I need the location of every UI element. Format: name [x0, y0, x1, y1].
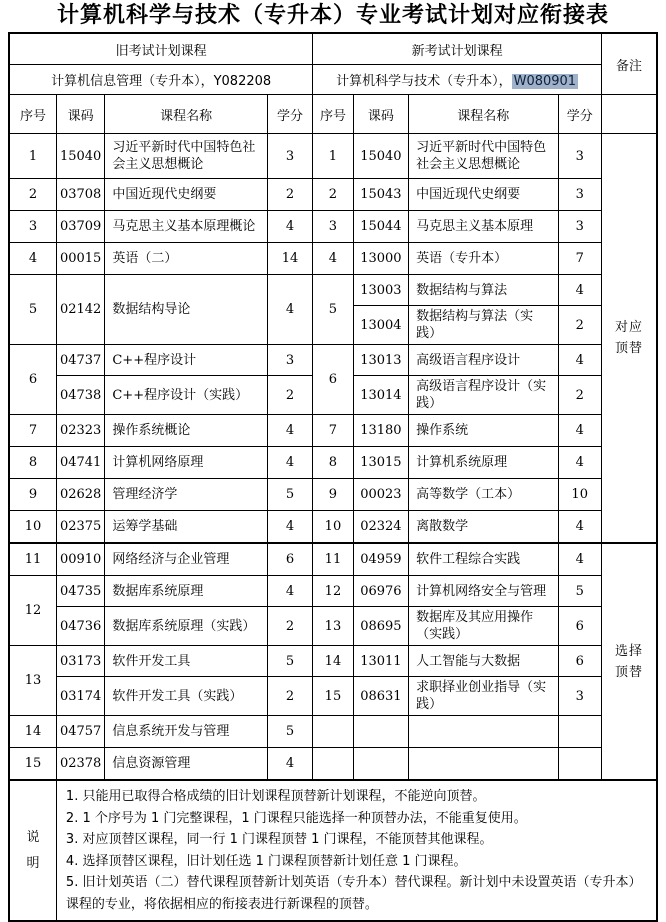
table-cell: 13180	[353, 415, 409, 447]
table-row	[9, 607, 657, 646]
table-row	[9, 479, 657, 511]
col-header-new-credit: 学分	[558, 95, 601, 134]
table-cell: 英语（二）	[105, 243, 267, 275]
table-cell: 5	[9, 275, 56, 345]
table-row	[9, 95, 657, 134]
table-cell: 03173	[56, 646, 104, 677]
table-cell: 2	[313, 179, 353, 211]
table-row	[9, 780, 657, 921]
empty-cell	[409, 716, 558, 748]
col-header-old-code: 课码	[56, 95, 104, 134]
table-row	[9, 345, 657, 376]
table-cell: 13004	[353, 306, 409, 345]
table-cell: 2	[267, 677, 312, 716]
table-cell: 数据库系统原理（实践）	[105, 607, 267, 646]
header-old-plan: 旧考试计划课程	[9, 33, 313, 65]
table-cell: 1	[313, 134, 353, 179]
table-cell: 1	[9, 134, 56, 179]
table-cell: 5	[267, 479, 312, 511]
table-cell: 2	[558, 306, 601, 345]
table-cell: C++程序设计	[105, 345, 267, 376]
table-cell: 3	[558, 134, 601, 179]
col-header-old-name: 课程名称	[105, 95, 267, 134]
table-cell: 6	[313, 345, 353, 415]
table-cell: 信息资源管理	[105, 748, 267, 781]
note-item: 5. 旧计划英语（二）替代课程顶替新计划英语（专升本）替代课程。新计划中未设置英语（专升本）课程的专业，将依据相应的衔接表进行新课程的顶替。	[65, 875, 642, 912]
table-cell: 4	[267, 447, 312, 479]
table-cell: 15040	[56, 134, 104, 179]
table-row	[9, 646, 657, 677]
col-header-old-no: 序号	[9, 95, 56, 134]
table-cell: 6	[558, 646, 601, 677]
table-cell: 英语（专升本）	[409, 243, 558, 275]
empty-cell	[409, 748, 558, 781]
table-row	[9, 134, 657, 179]
table-cell: 06976	[353, 576, 409, 607]
empty-cell	[558, 748, 601, 781]
table-cell: 11	[313, 543, 353, 576]
table-cell: 4	[267, 275, 312, 345]
table-cell: 8	[313, 447, 353, 479]
table-cell: 14	[9, 716, 56, 748]
table-cell: 马克思主义基本原理概论	[105, 211, 267, 243]
note-item: 2. 1 个序号为 1 门完整课程，1 门课程只能选择一种顶替办法，不能重复使用。	[65, 810, 527, 826]
table-cell: 5	[558, 576, 601, 607]
table-cell: 3	[267, 134, 312, 179]
table-cell: 6	[9, 345, 56, 415]
table-cell: 9	[9, 479, 56, 511]
table-cell: 5	[313, 275, 353, 345]
table-row	[9, 543, 657, 576]
old-major-label: 计算机信息管理（专升本），Y082208	[9, 65, 313, 95]
table-row	[9, 447, 657, 479]
empty-cell	[313, 716, 353, 748]
table-cell: 信息系统开发与管理	[105, 716, 267, 748]
table-cell: 15	[313, 677, 353, 716]
table-cell: 马克思主义基本原理	[409, 211, 558, 243]
table-cell: 04735	[56, 576, 104, 607]
col-header-new-code: 课码	[353, 95, 409, 134]
table-cell: 15040	[353, 134, 409, 179]
table-cell: 4	[558, 415, 601, 447]
table-row	[9, 415, 657, 447]
table-cell: 网络经济与企业管理	[105, 543, 267, 576]
table-cell: 02142	[56, 275, 104, 345]
table-cell: 数据库系统原理	[105, 576, 267, 607]
table-cell: 中国近现代史纲要	[105, 179, 267, 211]
table-row	[9, 179, 657, 211]
table-cell: 数据库及其应用操作（实践）	[409, 607, 558, 646]
table-cell: 4	[558, 345, 601, 376]
table-row	[9, 211, 657, 243]
table-cell: 10	[313, 511, 353, 544]
table-row	[9, 511, 657, 544]
table-cell: 5	[267, 716, 312, 748]
table-cell: 4	[558, 447, 601, 479]
table-cell: 4	[9, 243, 56, 275]
table-row	[9, 576, 657, 607]
mapping-table	[8, 32, 658, 922]
table-row	[9, 275, 657, 306]
header-remark: 备注	[601, 33, 657, 95]
table-cell: 13	[313, 607, 353, 646]
table-row	[9, 33, 657, 65]
table-cell: 4	[558, 543, 601, 576]
empty-cell	[353, 748, 409, 781]
table-cell: 4	[267, 415, 312, 447]
col-header-new-no: 序号	[313, 95, 353, 134]
table-cell: 00023	[353, 479, 409, 511]
table-cell: 中国近现代史纲要	[409, 179, 558, 211]
table-cell: 04736	[56, 607, 104, 646]
table-cell: 7	[9, 415, 56, 447]
remark-correspond: 对应顶替	[601, 134, 657, 544]
table-cell: 13013	[353, 345, 409, 376]
table-row	[9, 677, 657, 716]
table-cell: 3	[558, 211, 601, 243]
document-page	[0, 1, 666, 912]
table-cell: 数据结构与算法（实践）	[409, 306, 558, 345]
table-cell: 12	[9, 576, 56, 646]
table-cell: 04737	[56, 345, 104, 376]
table-cell: 运筹学基础	[105, 511, 267, 544]
table-cell: 5	[267, 646, 312, 677]
table-cell: 08695	[353, 607, 409, 646]
table-cell: 数据结构导论	[105, 275, 267, 345]
table-cell: 高级语言程序设计（实践）	[409, 376, 558, 415]
empty-cell	[558, 716, 601, 748]
table-cell: 02378	[56, 748, 104, 781]
table-cell: 数据结构与算法	[409, 275, 558, 306]
table-cell: 6	[267, 543, 312, 576]
table-cell: 2	[9, 179, 56, 211]
table-cell: 04741	[56, 447, 104, 479]
table-cell: 02324	[353, 511, 409, 544]
table-cell: 03708	[56, 179, 104, 211]
notes-label: 说明	[9, 780, 56, 921]
new-major-label	[313, 65, 602, 95]
table-cell: 3	[313, 211, 353, 243]
table-cell: C++程序设计（实践）	[105, 376, 267, 415]
table-cell: 3	[267, 345, 312, 376]
table-cell: 3	[9, 211, 56, 243]
table-cell: 04757	[56, 716, 104, 748]
table-cell: 6	[558, 607, 601, 646]
col-header-old-credit: 学分	[267, 95, 312, 134]
new-major-code-highlight: W080901	[513, 74, 577, 89]
table-cell: 8	[9, 447, 56, 479]
table-cell: 04738	[56, 376, 104, 415]
table-cell: 08631	[353, 677, 409, 716]
empty-cell	[353, 716, 409, 748]
table-cell: 12	[313, 576, 353, 607]
table-cell: 10	[9, 511, 56, 544]
table-cell: 15043	[353, 179, 409, 211]
table-cell: 2	[558, 376, 601, 415]
table-cell: 高级语言程序设计	[409, 345, 558, 376]
table-cell: 15	[9, 748, 56, 781]
table-cell: 04959	[353, 543, 409, 576]
table-cell: 人工智能与大数据	[409, 646, 558, 677]
note-item: 1. 只能用已取得合格成绩的旧计划课程顶替新计划课程，不能逆向顶替。	[65, 789, 486, 804]
table-cell: 7	[313, 415, 353, 447]
table-cell: 15044	[353, 211, 409, 243]
table-cell: 14	[267, 243, 312, 275]
table-cell: 13011	[353, 646, 409, 677]
table-cell: 4	[267, 576, 312, 607]
table-cell: 10	[558, 479, 601, 511]
table-cell: 习近平新时代中国特色社会主义思想概论	[409, 134, 558, 179]
table-cell: 02375	[56, 511, 104, 544]
table-cell: 03174	[56, 677, 104, 716]
table-cell: 13014	[353, 376, 409, 415]
table-cell: 高等数学（工本）	[409, 479, 558, 511]
table-cell: 离散数学	[409, 511, 558, 544]
table-cell: 13003	[353, 275, 409, 306]
table-cell: 4	[313, 243, 353, 275]
table-cell: 计算机网络原理	[105, 447, 267, 479]
table-cell: 操作系统概论	[105, 415, 267, 447]
table-cell: 00015	[56, 243, 104, 275]
col-header-new-name: 课程名称	[409, 95, 558, 134]
remark-choose: 选择顶替	[601, 543, 657, 780]
empty-cell	[313, 748, 353, 781]
table-cell: 管理经济学	[105, 479, 267, 511]
table-cell: 3	[558, 677, 601, 716]
table-cell: 4	[558, 275, 601, 306]
table-cell: 2	[267, 376, 312, 415]
notes-body	[56, 780, 657, 921]
table-cell: 03709	[56, 211, 104, 243]
table-cell: 计算机网络安全与管理	[409, 576, 558, 607]
table-cell: 02323	[56, 415, 104, 447]
table-cell: 软件开发工具	[105, 646, 267, 677]
table-row	[9, 243, 657, 275]
table-cell: 2	[267, 607, 312, 646]
note-item: 4. 选择顶替区课程，旧计划任选 1 门课程顶替新计划任意 1 门课程。	[65, 853, 467, 869]
table-cell: 00910	[56, 543, 104, 576]
table-cell: 习近平新时代中国特色社会主义思想概论	[105, 134, 267, 179]
table-cell: 7	[558, 243, 601, 275]
table-cell: 13	[9, 646, 56, 716]
header-new-plan: 新考试计划课程	[313, 33, 602, 65]
table-row	[9, 65, 657, 95]
table-cell: 2	[267, 179, 312, 211]
table-cell: 4	[558, 511, 601, 544]
table-cell: 13015	[353, 447, 409, 479]
table-cell: 4	[267, 748, 312, 781]
note-item: 3. 对应顶替区课程，同一行 1 门课程顶替 1 门课程，不能顶替其他课程。	[65, 832, 493, 847]
table-cell: 14	[313, 646, 353, 677]
table-row	[9, 716, 657, 748]
table-cell: 3	[558, 179, 601, 211]
table-cell: 11	[9, 543, 56, 576]
table-row	[9, 748, 657, 781]
table-cell: 13000	[353, 243, 409, 275]
table-cell: 软件开发工具（实践）	[105, 677, 267, 716]
table-cell: 计算机系统原理	[409, 447, 558, 479]
table-cell: 9	[313, 479, 353, 511]
table-cell: 4	[267, 511, 312, 544]
table-cell: 求职择业创业指导（实践）	[409, 677, 558, 716]
table-cell: 软件工程综合实践	[409, 543, 558, 576]
table-cell: 4	[267, 211, 312, 243]
table-cell: 操作系统	[409, 415, 558, 447]
new-major-text: 计算机科学与技术（专升本），	[336, 74, 512, 89]
page-title: 计算机科学与技术（专升本）专业考试计划对应衔接表	[56, 3, 609, 28]
table-cell: 02628	[56, 479, 104, 511]
col-header-remark-empty	[601, 95, 657, 134]
